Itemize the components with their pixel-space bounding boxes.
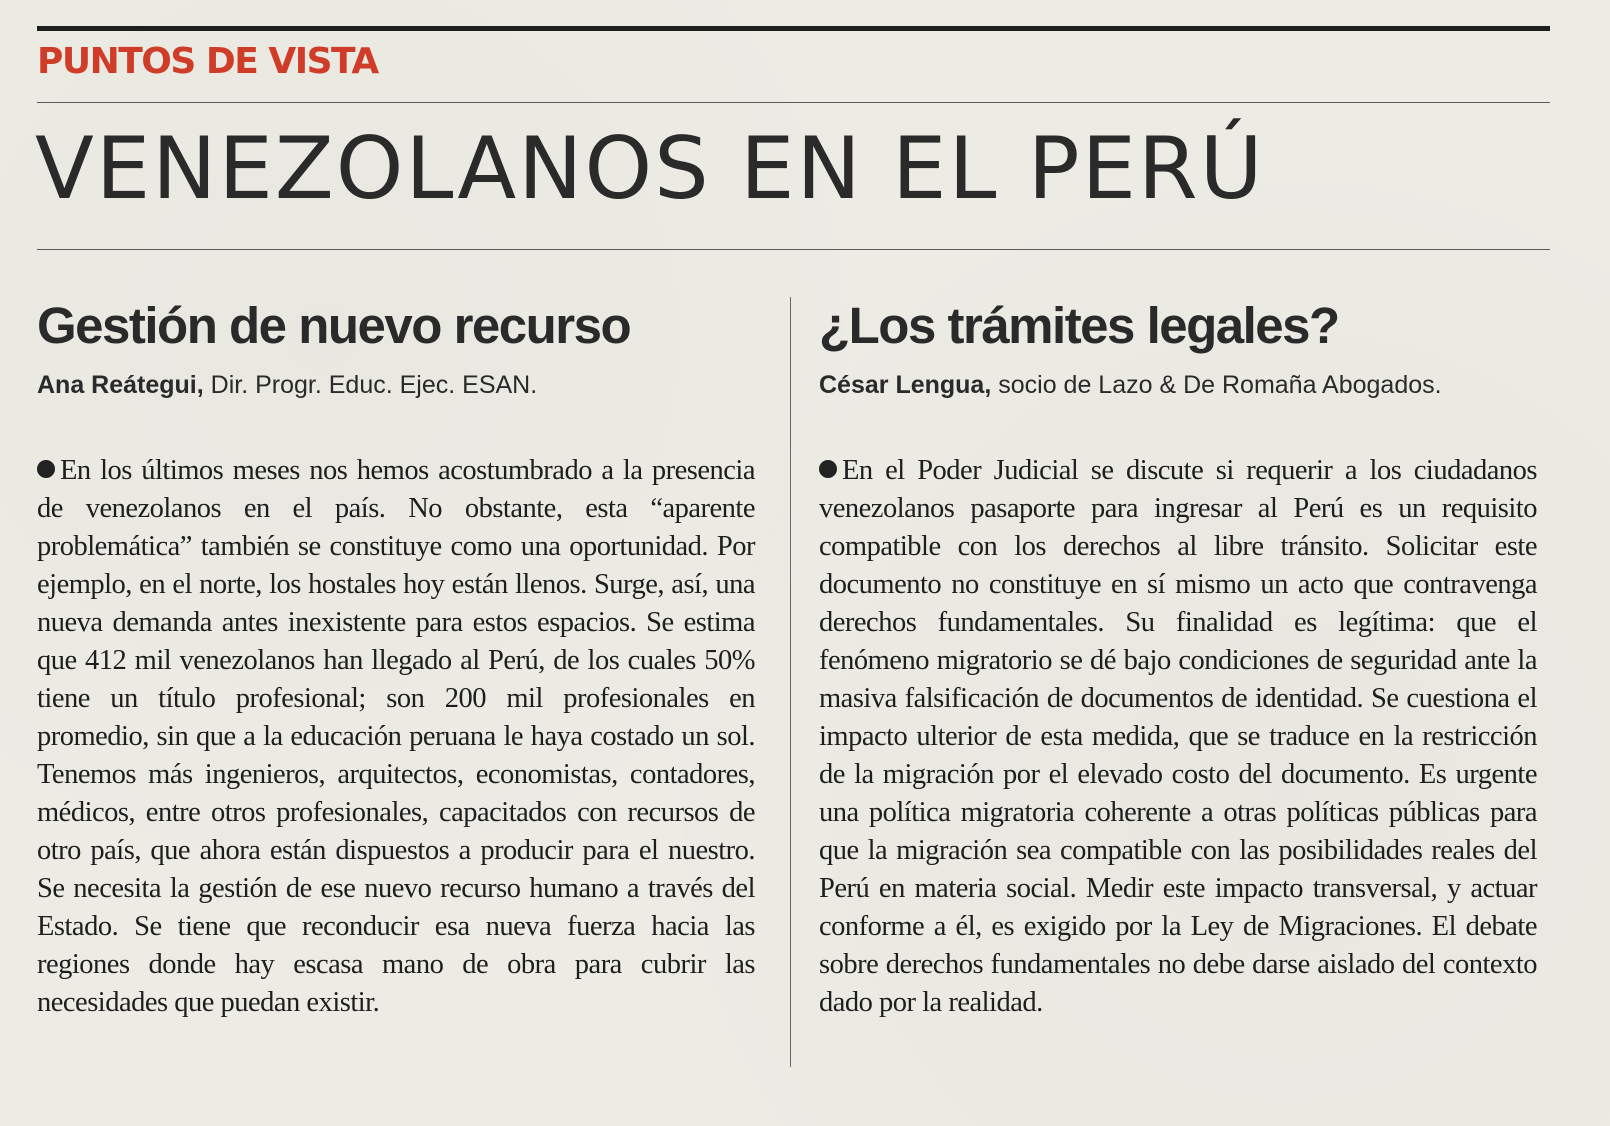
byline (37, 373, 755, 398)
section-label: PUNTOS DE VISTA (37, 41, 378, 82)
headline: VENEZOLANOS EN EL PERÚ (35, 119, 1265, 219)
bullet-dot-icon (819, 460, 837, 478)
divider-rule (37, 249, 1550, 250)
divider-rule (37, 102, 1550, 103)
author-separator: , (984, 371, 992, 399)
newspaper-page (37, 0, 1550, 1126)
article-right (819, 284, 1537, 1022)
author-name: César Lengua (819, 371, 985, 399)
top-rule (37, 26, 1550, 31)
bullet-dot-icon (37, 460, 55, 478)
article-body-text: En los últimos meses nos hemos acostumbrado a la presencia de venezolanos en el país. No obstante, esta “aparente problemática” también se constituye como una oportunidad. Por ejemplo, en el norte, los hostales hoy están llenos. Surge, así, una nueva demanda antes inexistente para estos espacios. Se estima que 412 mil venezolanos han llegado al Perú, de los cuales 50% tiene un título profesional; son 200 mil profesionales en promedio, sin que a la educación peruana le haya costado un sol. Tenemos más ingenieros, arquitectos, economistas, contadores, médicos, entre otros profesionales, capacitados con recursos de otro país, que ahora están dispuestos a producir para el nuestro. Se necesita la gestión de ese nuevo recurso humano a través del Estado. Se tiene que reconducir esa nueva fuerza hacia las regiones donde hay escasa mano de obra para cubrir las necesidades que puedan existir. (37, 455, 755, 1018)
article-title: Gestión de nuevo recurso (37, 297, 631, 354)
article-left (37, 284, 755, 1022)
author-role: socio de Lazo & De Romaña Abogados. (991, 371, 1442, 399)
author-name: Ana Reátegui (37, 371, 197, 399)
article-body (819, 452, 1537, 1022)
byline (819, 373, 1537, 398)
article-body (37, 452, 755, 1022)
author-role: Dir. Progr. Educ. Ejec. ESAN. (203, 371, 538, 399)
column-divider (790, 297, 791, 1067)
article-body-text: En el Poder Judicial se discute si requerir a los ciudadanos venezolanos pasaporte para ingresar al Perú es un requisito compatible con los derechos al libre tránsito. Solicitar este documento no constituye en sí mismo un acto que contravenga derechos fundamentales. Su finalidad es legítima: que el fenómeno migratorio se dé bajo condiciones de seguridad ante la masiva falsificación de documentos de identidad. Se cuestiona el impacto ulterior de esta medida, que se traduce en la restricción de la migración por el elevado costo del documento. Es urgente una política migratoria coherente a otras políticas públicas para que la migración sea compatible con las posibilidades reales del Perú en materia social. Medir este impacto transversal, y actuar conforme a él, es exigido por la Ley de Migraciones. El debate sobre derechos fundamentales no debe darse aislado del contexto dado por la realidad. (819, 455, 1537, 1018)
author-separator: , (196, 371, 204, 399)
article-title: ¿Los trámites legales? (819, 297, 1339, 354)
